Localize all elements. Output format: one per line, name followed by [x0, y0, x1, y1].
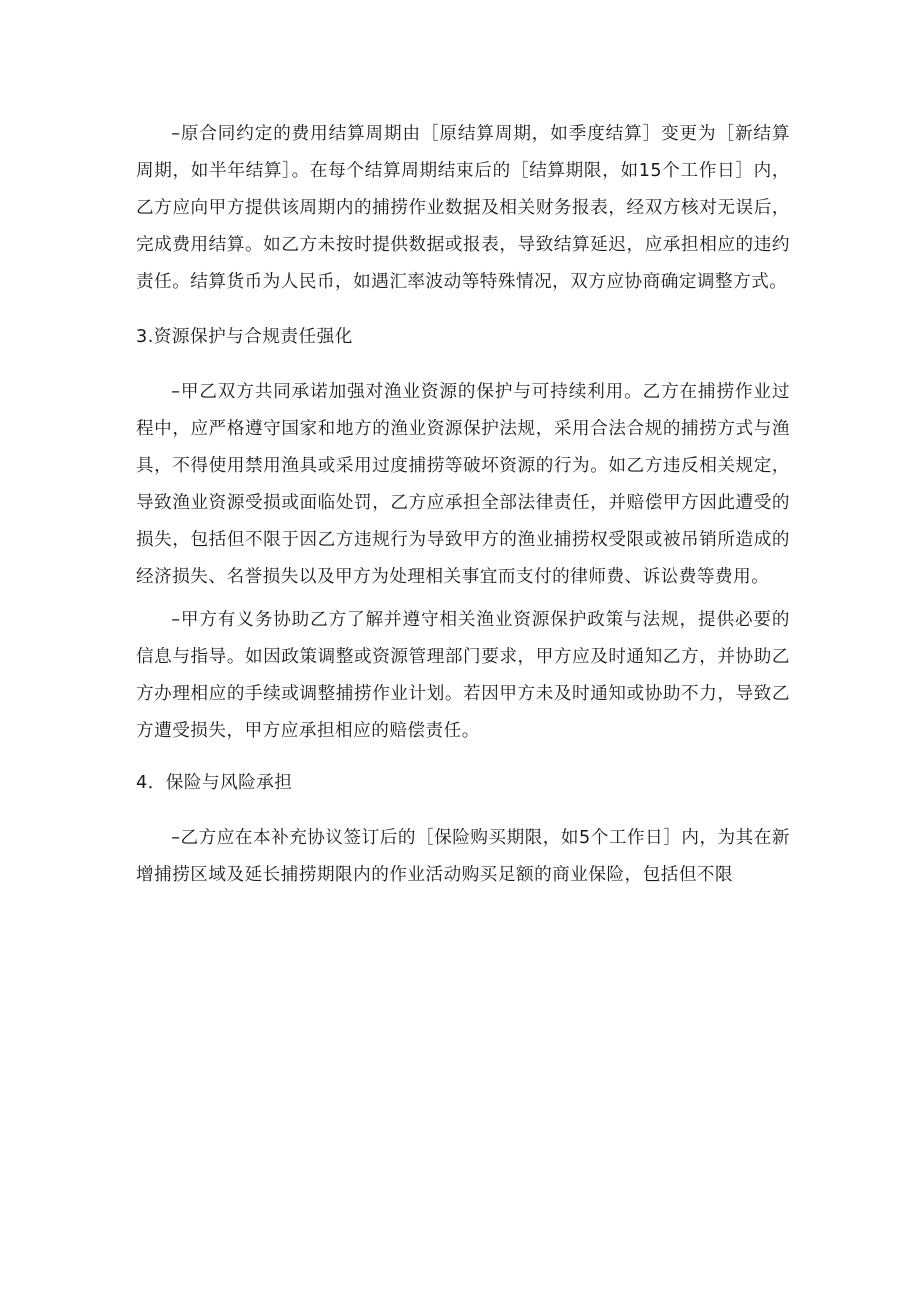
document-body	[136, 116, 790, 894]
paragraph-settlement-period: –原合同约定的费用结算周期由［原结算周期，如季度结算］变更为［新结算周期，如半年结算］。在每个结算周期结束后的［结算期限，如15个工作日］内，乙方应向甲方提供该周期内的捕捞作业数据及相关财务报表，经双方核对无误后，完成费用结算。如乙方未按时提供数据或报表，导致结算延迟，应承担相应的违约责任。结算货币为人民币，如遇汇率波动等特殊情况，双方应协商确定调整方式。	[136, 124, 790, 292]
paragraph-insurance-purchase: –乙方应在本补充协议签订后的［保险购买期限，如5个工作日］内，为其在新增捕捞区域及延长捕捞期限内的作业活动购买足额的商业保险，包括但不限	[136, 828, 790, 885]
paragraph-party-a-assistance: –甲方有义务协助乙方了解并遵守相关渔业资源保护政策与法规，提供必要的信息与指导。如因政策调整或资源管理部门要求，甲方应及时通知乙方，并协助乙方办理相应的手续或调整捕捞作业计划。若因甲方未及时通知或协助不力，导致乙方遭受损失，甲方应承担相应的赔偿责任。	[136, 610, 790, 741]
paragraph-resource-protection-commitment: –甲乙双方共同承诺加强对渔业资源的保护与可持续利用。乙方在捕捞作业过程中，应严格遵守国家和地方的渔业资源保护法规，采用合法合规的捕捞方式与渔具，不得使用禁用渔具或采用过度捕捞等破坏资源的行为。如乙方违反相关规定，导致渔业资源受损或面临处罚，乙方应承担全部法律责任，并赔偿甲方因此遭受的损失，包括但不限于因乙方违规行为导致甲方的渔业捕捞权受限或被吊销所造成的经济损失、名誉损失以及甲方为处理相关事宜而支付的律师费、诉讼费等费用。	[136, 382, 790, 587]
section-heading-insurance: 4．保险与风险承担	[136, 773, 293, 793]
section-heading-resource-protection: 3.资源保护与合规责任强化	[136, 327, 353, 347]
